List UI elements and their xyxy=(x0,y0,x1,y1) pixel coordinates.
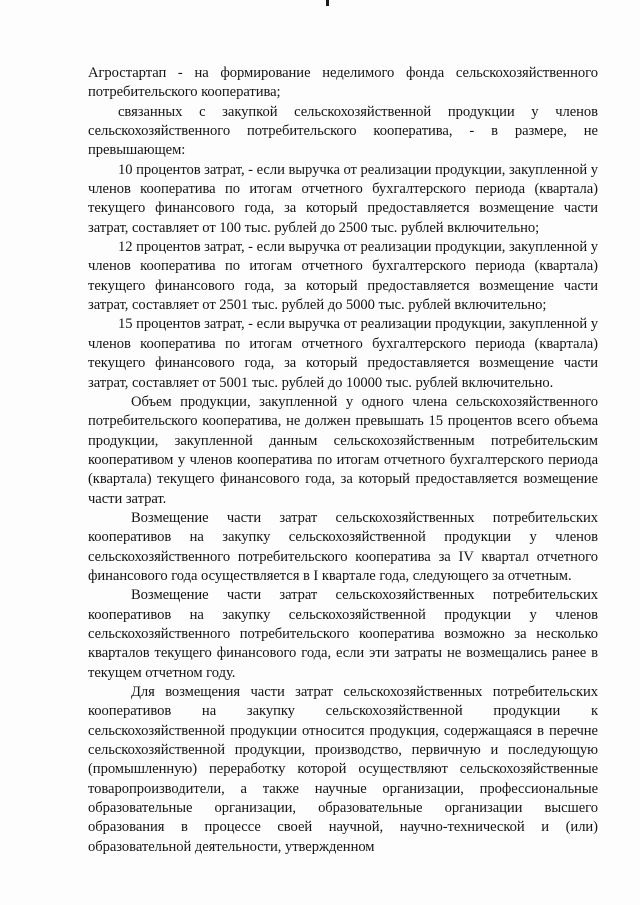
paragraph-q4-reimbursement: Возмещение части затрат сельскохозяйственных потребительских кооперативов на закупку сельскохозяйственной продукции у членов сельскохозяйственного потребительского кооператива за IV квартал отчетного финансового года осуществляется в I квартале года, следующего за отчетным. xyxy=(88,509,598,584)
paragraph-10-percent: 10 процентов затрат, - если выручка от реализации продукции, закупленной у членов кооператива по итогам отчетного бухгалтерского периода (квартала) текущего финансового года, за который предоставляется возмещение части затрат, составляет от 100 тыс. рублей до 2500 тыс. рублей включительно; xyxy=(88,161,598,236)
paragraph-multi-quarter: Возмещение части затрат сельскохозяйственных потребительских кооперативов на закупку сельскохозяйственной продукции у членов сельскохозяйственного потребительского кооператива возможно за несколько кварталов текущего финансового года, если эти затраты не возмещались ранее в текущем отчетном году. xyxy=(88,587,598,681)
paragraph-purchase-costs: связанных с закупкой сельскохозяйственной продукции у членов сельскохозяйственного потребительского кооператива, - в размере, не превышающем: xyxy=(88,103,598,159)
paragraph-12-percent: 12 процентов затрат, - если выручка от реализации продукции, закупленной у членов кооператива по итогам отчетного бухгалтерского периода (квартала) текущего финансового года, за который предоставляется возмещение части затрат, составляет от 2501 тыс. рублей до 5000 тыс. рублей включительно; xyxy=(88,239,598,314)
document-body xyxy=(88,64,598,857)
scan-mark xyxy=(326,0,329,6)
paragraph-volume-limit: Объем продукции, закупленной у одного члена сельскохозяйственного потребительского кооператива, не должен превышать 15 процентов всего объема продукции, закупленной данным сельскохозяйственным потребительским кооперативом у членов кооператива по итогам отчетного бухгалтерского периода (квартала) текущего финансового года, за который предоставляется возмещение части затрат. xyxy=(88,393,598,507)
paragraph-15-percent: 15 процентов затрат, - если выручка от реализации продукции, закупленной у членов кооператива по итогам отчетного бухгалтерского периода (квартала) текущего финансового года, за который предоставляется возмещение части затрат, составляет от 5001 тыс. рублей до 10000 тыс. рублей включительно. xyxy=(88,316,598,391)
paragraph-agrostartup: Агростартап - на формирование неделимого фонда сельскохозяйственного потребительского кооператива; xyxy=(88,65,598,101)
paragraph-product-definition: Для возмещения части затрат сельскохозяйственных потребительских кооперативов на закупку сельскохозяйственной продукции к сельскохозяйственной продукции относится продукция, содержащаяся в перечне сельскохозяйственной продукции, производство, первичную и последующую (промышленную) переработку которой осуществляют сельскохозяйственные товаропроизводители, а также научные организации, профессиональные образовательные организации, образовательные организации высшего образования в процессе своей научной, научно-технической и (или) образовательной деятельности, утвержденном xyxy=(88,684,598,855)
